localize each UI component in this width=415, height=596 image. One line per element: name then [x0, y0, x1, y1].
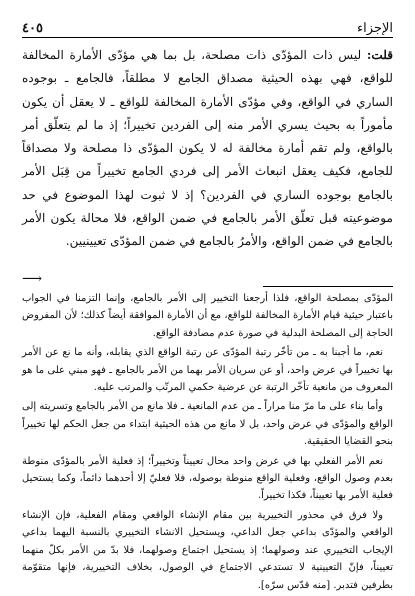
header-rule — [22, 37, 393, 38]
running-title: الإجزاء — [357, 21, 393, 36]
main-paragraph — [22, 44, 393, 254]
main-text — [22, 44, 393, 254]
page-number: ٤٠٥ — [22, 21, 43, 36]
footnote-paragraph: نعم، ما أجبنا به ـ من تأخّر رتبة المؤدّى عن رتبة الواقع الذي يقابله، وأنه ما نع عن الأمر بها تخييراً في عرض واحد، أو عن سريان الأمر بهما من الأمر بالجامع ـ فهو مبني على ما هو المعروف من مانعية تأخّر الرتبة عن عرضية حكمي المرتّب والمرتب عليه. — [22, 347, 393, 394]
footnote-paragraph: ولا فرق في محذور التخييرية بين مقام الإنشاء الواقعي ومقام الفعلية، فإن الإنشاء الواقعي والمؤدّى بداعي جعل الداعي، ويستحيل الانشاء التخييري بالنسبة اليهما بداعي الإيجاب التخييري عند وصولهما؛ إذ يستحيل اجتماع وصولهما، فلا بدّ من الأمر بكلّ منهما تعييناً، فإنّ التعيينية لا تستدعي الاجتماع في الوصول، بخلاف التخييرية، فإنها متقوّمة بطرفين فتدبر. [منه قدّس سرّه]. — [22, 509, 393, 591]
footnotes — [22, 290, 393, 596]
page-header — [22, 14, 393, 36]
footnote-paragraph: نعم الأمر الفعلي بها في عرض واحد محال تعييناً وتخييراً؛ إذ فعلية الأمر بالمؤدّى منوطة بعدم وصول الواقع، وفعلية الواقع منوطة بوصوله، فلا فعليّ إلا أحدهما دائماً، وكما يستحيل فعلية الأمر بها تعييناً، فكذا تخييراً. — [22, 455, 393, 502]
footnote-paragraph: المؤدّى بمصلحة الواقع، فلذا أرجعنا التخيير إلى الأمر بالجامع، وإنما التزمنا في الجواب باعتبار حيثية قيام الأمارة المخالفة للواقع، مع أن الأمارة الموافقة أيضاً كذلك؛ لأن المفروض الحاجة إلى المصلحة البدلية في صورة عدم مصادفة الواقع. — [22, 293, 393, 339]
continuation-arrow-icon: ⟶ — [22, 271, 43, 287]
main-paragraph-text: ليس ذات المؤدّى ذات مصلحة، بل بما هي مؤدّى الأمارة المخالفة للواقع، فهي بهذه الحيثية مصداق الجامع لا مطلقاً، فالجامع ـ بوجوده الساري في الواقع، وفي مؤدّى الأمارة المخالفة للواقع ـ لا يعقل أن يكون مأموراً به بحيث يسري الأمر منه إلى الفردين تخييراً؛ إذ ما لم يتعلّق أمر بالواقع، ولم تقم أمارة مخالفة له لا يكون المؤدّى ذا مصلحة ولا مصداقاً للجامع، فكيف يعقل انبعاث الأمر إلى فردي الجامع تخييراً من قِبَل الأمر بالجامع بوجوده الساري في الفردين؟ إذ لا ثبوت لهذا الموضوع في حد موضوعيته قبل تعلّق الأمر بالجامع في ضمن الواقع، فلا محالة يكون الأمر بالجامع في ضمن الواقع، والأمرُ بالجامع في ضمن المؤدّى تعيينيين. — [22, 48, 393, 249]
footnote-paragraph: وأما بناء على ما مرّ منا مراراً ـ من عدم المانعية ـ فلا مانع من الأمر بالجامع وتسريته إلى الواقع والمؤدّى في عرض واحد، بل لا مانع من هذه الحيثية ابتداء من جعل الحكم لها تخييراً بنحو القضايا الحقيقية. — [22, 401, 393, 448]
lead-word: قلت: — [366, 48, 393, 62]
footnote-rule — [263, 286, 393, 287]
